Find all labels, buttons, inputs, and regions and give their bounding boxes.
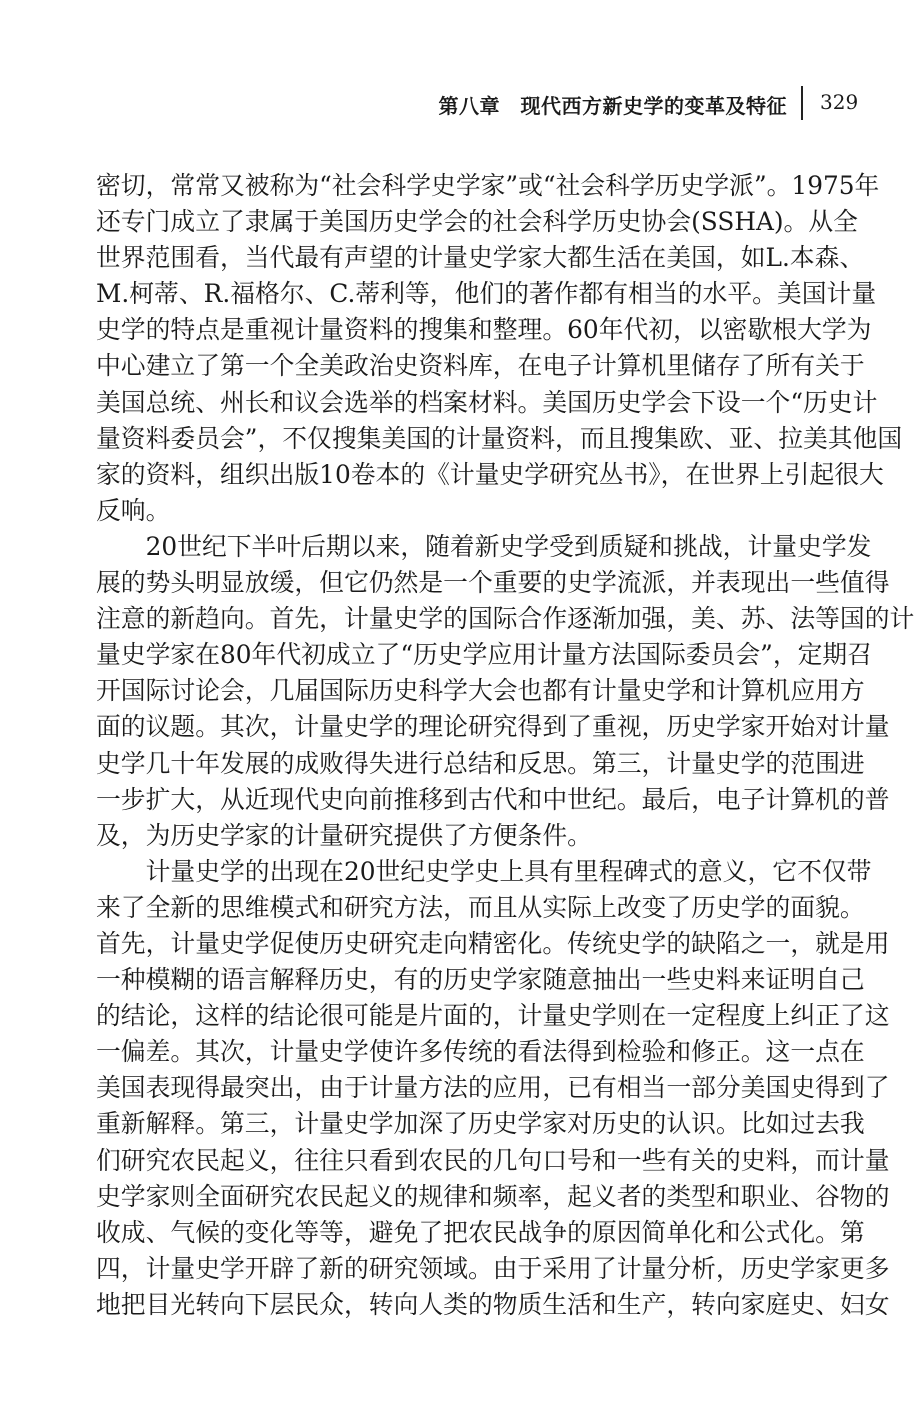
text-line: 一种模糊的语言解释历史，有的历史学家随意抽出一些史料来证明自己 — [96, 965, 865, 995]
text-line: 一步扩大，从近现代史向前推移到古代和中世纪。最后，电子计算机的普 — [96, 784, 890, 814]
text-line: 家的资料，组织出版10卷本的《计量史学研究丛书》，在世界上引起很大 — [96, 459, 884, 489]
text-line: 开国际讨论会，几届国际历史科学大会也都有计量史学和计算机应用方 — [96, 676, 865, 706]
text-line: 美国总统、州长和议会选举的档案材料。美国历史学会下设一个“历史计 — [96, 387, 878, 417]
text-line: 密切，常常又被称为“社会科学史学家”或“社会科学历史学派”。1975年 — [96, 171, 880, 200]
running-title: 第八章 现代西方新史学的变革及特征 — [438, 94, 787, 118]
text-line: 们研究农民起义，往往只看到农民的几句口号和一些有关的史料，而计量 — [96, 1145, 890, 1175]
paragraph — [96, 529, 914, 854]
text-line: 重新解释。第三，计量史学加深了历史学家对历史的认识。比如过去我 — [96, 1109, 865, 1139]
text-line: 美国表现得最突出，由于计量方法的应用，已有相当一部分美国史得到了 — [96, 1073, 890, 1103]
text-line: 展的势头明显放缓，但它仍然是一个重要的史学流派，并表现出一些值得 — [96, 568, 890, 598]
paragraph — [96, 168, 903, 529]
page-number: 329 — [820, 90, 859, 114]
text-line: 史学几十年发展的成败得失进行总结和反思。第三，计量史学的范围进 — [96, 748, 865, 778]
text-line: 四，计量史学开辟了新的研究领域。由于采用了计量分析，历史学家更多 — [96, 1253, 890, 1283]
text-line: 地把目光转向下层民众，转向人类的物质生活和生产，转向家庭史、妇女 — [96, 1289, 890, 1319]
body-text — [96, 168, 914, 1323]
text-line: 注意的新趋向。首先，计量史学的国际合作逐渐加强，美、苏、法等国的计 — [96, 604, 914, 634]
text-line: 的结论，这样的结论很可能是片面的，计量史学则在一定程度上纠正了这 — [96, 1001, 890, 1031]
text-line: 量资料委员会”，不仅搜集美国的计量资料，而且搜集欧、亚、拉美其他国 — [96, 423, 903, 453]
text-line: 史学的特点是重视计量资料的搜集和整理。60年代初，以密歇根大学为 — [96, 315, 872, 345]
text-line: 一偏差。其次，计量史学使许多传统的看法得到检验和修正。这一点在 — [96, 1037, 865, 1067]
running-header — [0, 86, 900, 122]
header-divider — [801, 86, 803, 120]
text-line: 还专门成立了隶属于美国历史学会的社会科学历史协会(SSHA)。从全 — [96, 207, 858, 237]
text-line: 计量史学的出现在20世纪史学史上具有里程碑式的意义，它不仅带 — [145, 856, 872, 886]
text-line: 量史学家在80年代初成立了“历史学应用计量方法国际委员会”，定期召 — [96, 640, 873, 670]
text-line: 面的议题。其次，计量史学的理论研究得到了重视，历史学家开始对计量 — [96, 712, 890, 742]
text-line: 世界范围看，当代最有声望的计量史学家大都生活在美国，如L.本森、 — [96, 243, 865, 273]
text-line: 首先，计量史学促使历史研究走向精密化。传统史学的缺陷之一，就是用 — [96, 928, 890, 958]
text-line: 及，为历史学家的计量研究提供了方便条件。 — [96, 820, 592, 850]
text-line: 收成、气候的变化等等，避免了把农民战争的原因简单化和公式化。第 — [96, 1217, 865, 1247]
text-line: 来了全新的思维模式和研究方法，而且从实际上改变了历史学的面貌。 — [96, 892, 865, 922]
text-line: 反响。 — [96, 495, 171, 525]
text-line: 中心建立了第一个全美政治史资料库，在电子计算机里储存了所有关于 — [96, 351, 865, 381]
text-line: 史学家则全面研究农民起义的规律和频率，起义者的类型和职业、谷物的 — [96, 1181, 890, 1211]
paragraph — [96, 854, 890, 1323]
text-line: M.柯蒂、R.福格尔、C.蒂利等，他们的著作都有相当的水平。美国计量 — [96, 279, 877, 309]
text-line: 20世纪下半叶后期以来，随着新史学受到质疑和挑战，计量史学发 — [145, 531, 872, 561]
